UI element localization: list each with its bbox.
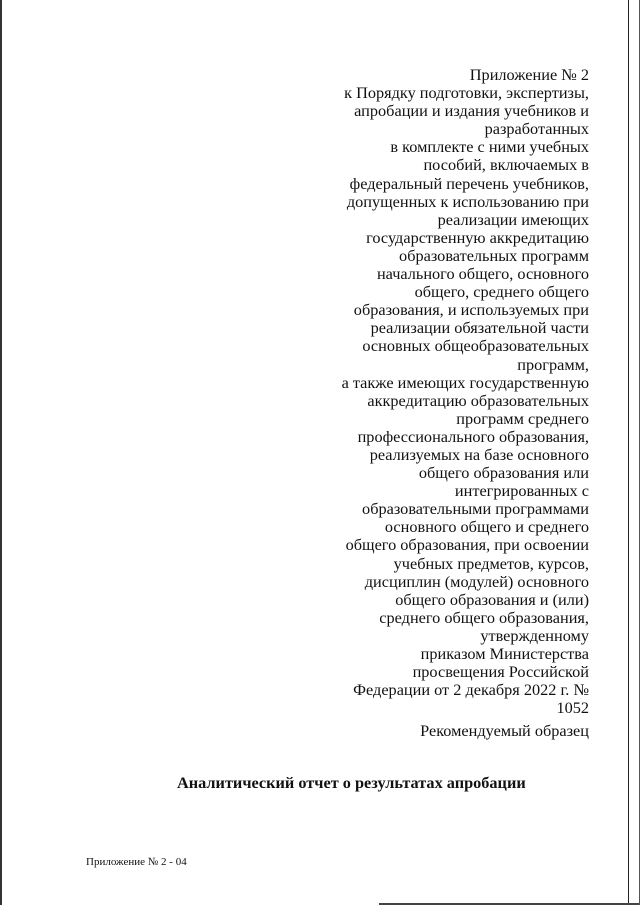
appendix-header-line: аккредитацию образовательных <box>367 390 589 410</box>
appendix-header-line: реализации имеющих <box>437 209 589 229</box>
appendix-header-line: приказом Министерства <box>420 644 589 663</box>
appendix-header-line: общего образования и (или) <box>395 589 589 609</box>
appendix-header-line: программ, <box>517 354 589 374</box>
appendix-header-line: разработанных <box>484 119 589 139</box>
appendix-header-line: федеральный перечень учебников, <box>349 173 589 193</box>
appendix-header-line: реализуемых на базе основного <box>369 444 589 464</box>
appendix-header-line: а также имеющих государственную <box>341 372 589 392</box>
appendix-header-line: в комплекте с ними учебных <box>390 137 589 157</box>
appendix-header-line: основных общеобразовательных <box>362 336 589 356</box>
appendix-header-line: образования, и используемых при <box>353 300 589 320</box>
appendix-header-line: 1052 <box>556 698 589 718</box>
appendix-header-line: основного общего и среднего <box>384 517 589 537</box>
appendix-header-line: общего образования, при освоении <box>345 535 589 555</box>
appendix-header-line: к Порядку подготовки, экспертизы, <box>344 83 589 103</box>
appendix-header-line: утвержденному <box>480 625 589 645</box>
appendix-header-line: общего образования или <box>418 463 589 483</box>
appendix-header-line: образовательных программ <box>399 245 589 265</box>
appendix-header-line: учебных предметов, курсов, <box>393 553 589 573</box>
appendix-header <box>309 66 589 717</box>
sample-label: Рекомендуемый образец <box>420 721 589 740</box>
report-title: Аналитический отчет о результатах апробации <box>177 773 526 792</box>
appendix-header-line: государственную аккредитацию <box>366 227 589 247</box>
appendix-header-line: просвещения Российской <box>412 662 589 682</box>
appendix-header-line: допущенных к использованию при <box>346 191 589 211</box>
footer-code: Приложение № 2 - 04 <box>86 856 187 868</box>
appendix-header-line: образовательными программами <box>362 499 589 519</box>
appendix-header-line: дисциплин (модулей) основного <box>364 571 589 591</box>
appendix-header-line: Приложение № 2 <box>469 65 589 84</box>
appendix-header-line: программ среднего <box>456 408 589 428</box>
appendix-header-line: среднего общего образования, <box>379 607 589 627</box>
appendix-header-line: начального общего, основного <box>376 264 589 284</box>
appendix-header-line: апробации и издания учебников и <box>354 101 589 121</box>
appendix-header-line: интегрированных с <box>454 481 589 501</box>
appendix-header-line: пособий, включаемых в <box>423 155 589 175</box>
appendix-header-line: Федерации от 2 декабря 2022 г. № <box>353 680 589 700</box>
appendix-header-line: профессионального образования, <box>357 426 589 446</box>
appendix-header-line: реализации обязательной части <box>370 318 589 338</box>
appendix-header-line: общего, среднего общего <box>414 282 589 302</box>
